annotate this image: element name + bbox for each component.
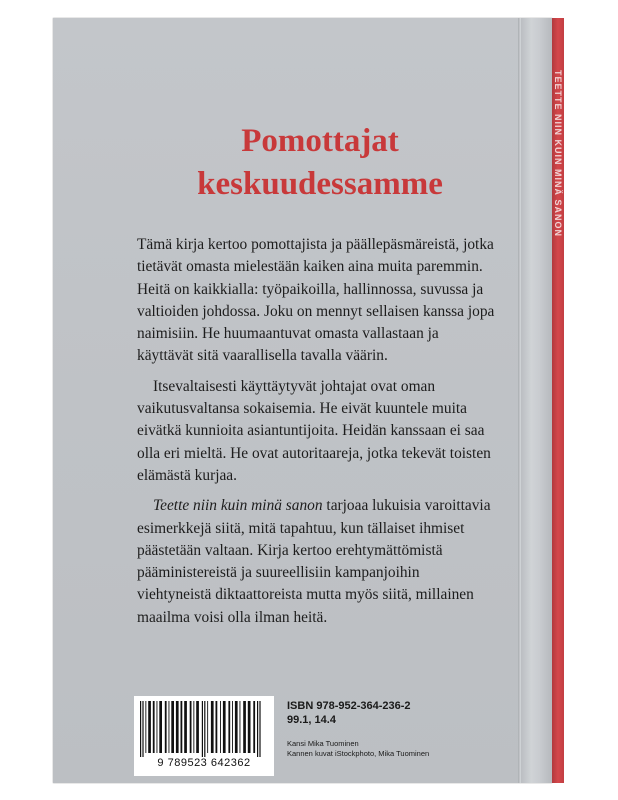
blurb-paragraph-1: Tämä kirja kertoo pomottajista ja päällepäsmäreistä, jotka tietävät omasta mielestään kaiken aina muita paremmin. Heitä on kaikkialla: työpaikoilla, hallinnossa, suvussa ja valtioiden johdossa. Joku on mennyt sellaisen kanssa jopa naimisiin. He huumaantuvat omasta vallastaan ja käyttävät sitä vaarallisella tavalla väärin. bbox=[137, 236, 495, 365]
blurb-paragraph-2: Itsevaltaisesti käyttäytyvät johtajat ovat oman vaikutusvaltansa sokaisemia. He eivät kuuntele muita eivätkä kunnioita asiantuntijoita. Heidän kanssaan ei saa olla eri mieltä. He ovat autoritaareja, jotka tekevät toisten elämästä kurjaa. bbox=[137, 377, 491, 484]
barcode-bar bbox=[253, 701, 255, 753]
barcode-bar bbox=[223, 701, 226, 753]
barcode-bar bbox=[165, 701, 167, 753]
blurb-paragraph-3-text: tarjoaa lukuisia varoittavia esimerkkejä siitä, mitä tapahtuu, kun tällaiset ihmiset päästetään valtaan. Kirja kertoo erehtymättömistä pääministereistä ja suureellisiin kampanjoihin viehtyneistä diktaattoreista mutta myös siitä, millainen maailma voisi olla ilman heitä. bbox=[137, 497, 491, 626]
barcode-bars bbox=[140, 701, 268, 757]
isbn-barcode bbox=[134, 696, 274, 776]
barcode-bar bbox=[142, 701, 143, 757]
spine-title: TEETTE NIIN KUIN MINÄ SANON bbox=[553, 70, 563, 238]
cover-designer: Kansi Mika Tuominen bbox=[287, 739, 359, 748]
barcode-bar bbox=[176, 701, 179, 753]
barcode-bar bbox=[257, 701, 258, 757]
barcode-bar bbox=[181, 701, 183, 753]
barcode-bar bbox=[248, 701, 251, 753]
barcode-bar bbox=[153, 701, 155, 753]
barcode-bar bbox=[220, 701, 221, 753]
classification-codes: 99.1, 14.4 bbox=[287, 714, 336, 726]
barcode-bar bbox=[193, 701, 194, 753]
title-line-1: Pomottajat bbox=[241, 123, 399, 159]
title-line-2: keskuudessamme bbox=[197, 166, 443, 202]
isbn-number: ISBN 978-952-364-236-2 bbox=[287, 700, 411, 712]
barcode-bar bbox=[216, 701, 218, 753]
barcode-bar bbox=[171, 701, 174, 753]
blurb-text bbox=[137, 234, 497, 637]
barcode-bar bbox=[148, 701, 151, 753]
barcode-bar bbox=[204, 701, 205, 757]
barcode-bar bbox=[140, 701, 141, 757]
barcode-bar bbox=[184, 701, 187, 753]
barcode-bar bbox=[202, 701, 203, 757]
cover-credits bbox=[287, 739, 429, 759]
hinge-groove bbox=[518, 18, 521, 783]
barcode-bar bbox=[240, 701, 241, 753]
book-title-italic: Teette niin kuin minä sanon bbox=[153, 497, 323, 515]
barcode-digits: 9 789523 642362 bbox=[157, 757, 251, 769]
barcode-bar bbox=[190, 701, 192, 753]
cover-hinge bbox=[520, 18, 552, 783]
barcode-bar bbox=[207, 701, 208, 753]
barcode-bar bbox=[196, 701, 199, 753]
barcode-bar bbox=[159, 701, 162, 753]
barcode-bar bbox=[169, 701, 170, 753]
blurb-paragraph-3 bbox=[137, 495, 497, 629]
barcode-bar bbox=[235, 701, 238, 753]
book-title bbox=[130, 120, 510, 206]
cover-photo-credit: Kannen kuvat iStockphoto, Mika Tuominen bbox=[287, 749, 430, 758]
isbn-block bbox=[287, 699, 411, 727]
barcode-bar bbox=[243, 701, 246, 753]
barcode-bar bbox=[145, 701, 146, 753]
barcode-bar bbox=[232, 701, 233, 753]
barcode-bar bbox=[157, 701, 158, 753]
barcode-bar bbox=[211, 701, 214, 753]
barcode-bar bbox=[259, 701, 260, 757]
barcode-bar bbox=[228, 701, 230, 753]
